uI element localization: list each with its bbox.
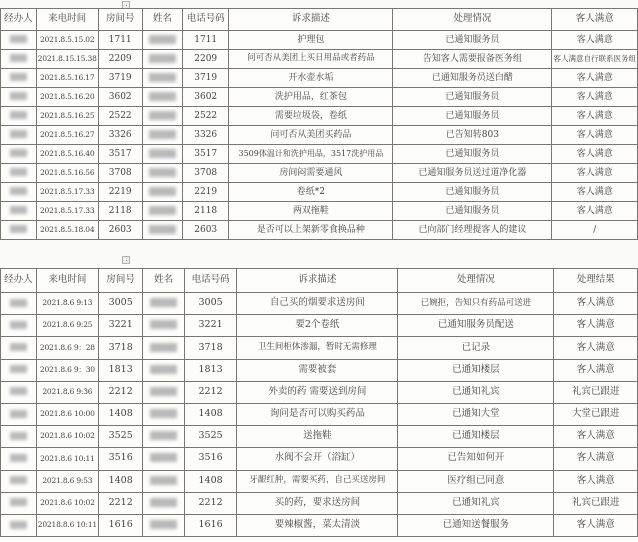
redacted-name-blur	[150, 320, 177, 329]
redacted-handler-blur	[10, 521, 27, 529]
cell-handling[interactable]: 已通知礼宾	[398, 492, 554, 514]
cell-phone[interactable]: 2209	[182, 50, 229, 69]
header-handler[interactable]: 经办人	[1, 269, 37, 293]
redacted-name-blur	[149, 168, 176, 177]
cell-handler[interactable]	[1, 50, 37, 69]
cell-room[interactable]: 3516	[98, 448, 142, 470]
table-row	[1, 381, 638, 403]
cell-request[interactable]: 卷纸*2	[229, 183, 393, 202]
cell-handler[interactable]	[1, 470, 37, 492]
cell-phone[interactable]: 2522	[182, 107, 229, 126]
cell-room[interactable]: 3719	[98, 69, 142, 88]
cell-name[interactable]	[143, 403, 184, 425]
cell-phone[interactable]: 1711	[182, 31, 229, 50]
table-row	[1, 183, 638, 202]
header-phone[interactable]: 电话号码	[182, 9, 229, 31]
redacted-name-blur	[149, 206, 176, 215]
redacted-handler-blur	[10, 410, 27, 418]
table-row	[1, 403, 638, 425]
cell-handling[interactable]: 已告知如何开	[398, 448, 554, 470]
cell-handler[interactable]	[1, 31, 37, 50]
cell-phone[interactable]: 3221	[184, 315, 236, 337]
cell-result[interactable]: 客人满意自行联系医务组	[552, 50, 638, 69]
redacted-handler-blur	[10, 206, 27, 214]
cell-result[interactable]: 礼宾已跟进	[554, 492, 638, 514]
header-handler[interactable]: 经办人	[1, 9, 37, 31]
cell-time[interactable]: 2021.8.6 10:02	[36, 492, 98, 514]
cell-handling[interactable]: 已通知服务员配送	[398, 315, 554, 337]
table-row	[1, 31, 638, 50]
redacted-handler-blur	[10, 187, 27, 195]
table-row	[1, 426, 638, 448]
table-row	[1, 202, 638, 221]
cell-room[interactable]: 3517	[98, 145, 142, 164]
cell-name[interactable]	[142, 126, 182, 145]
redacted-name-blur	[150, 431, 177, 440]
cell-request[interactable]: 自己买的烟要求送房间	[237, 293, 398, 315]
cell-room[interactable]: 2118	[98, 202, 142, 221]
header-room[interactable]: 房间号	[98, 269, 142, 293]
table-row	[1, 514, 638, 536]
redacted-name-blur	[150, 498, 177, 507]
cell-result[interactable]: 客人满意	[554, 359, 638, 381]
cell-name[interactable]	[142, 31, 182, 50]
cell-room[interactable]: 1813	[98, 359, 142, 381]
cell-time[interactable]: 2021.8.6 9:53	[36, 470, 98, 492]
cell-handler[interactable]	[1, 107, 37, 126]
header-handling[interactable]: 处理情况	[393, 9, 552, 31]
cell-result[interactable]: 客人满意	[552, 107, 638, 126]
cell-handling[interactable]: 已通知礼宾	[398, 381, 554, 403]
cell-handler[interactable]	[1, 426, 37, 448]
header-time[interactable]: 来电时间	[36, 269, 98, 293]
cell-time[interactable]: 20218.8.6 10:11	[36, 514, 98, 536]
cell-result[interactable]: 客人满意	[552, 164, 638, 183]
cell-name[interactable]	[142, 50, 182, 69]
redacted-handler-blur	[10, 149, 27, 157]
cell-result[interactable]: /	[552, 221, 638, 240]
cell-request[interactable]: 买的药，要求送房间	[237, 492, 398, 514]
header-handling[interactable]: 处理情况	[398, 269, 554, 293]
cell-result[interactable]: 客人满意	[554, 315, 638, 337]
cell-name[interactable]	[143, 426, 184, 448]
cell-name[interactable]	[142, 69, 182, 88]
cell-result[interactable]: 客人满意	[554, 470, 638, 492]
cell-handler[interactable]	[1, 514, 37, 536]
cell-room[interactable]: 3005	[98, 293, 142, 315]
cell-request[interactable]: 送拖鞋	[237, 426, 398, 448]
redacted-handler-blur	[10, 321, 27, 329]
cell-request[interactable]: 需要垃圾袋，卷纸	[229, 107, 393, 126]
cell-phone[interactable]: 3708	[182, 164, 229, 183]
header-row	[1, 9, 638, 31]
cell-phone[interactable]: 3718	[184, 337, 236, 359]
cell-request[interactable]: 水阀不会开（浴缸）	[237, 448, 398, 470]
cell-room[interactable]: 2212	[98, 381, 142, 403]
header-result[interactable]: 客人满意	[552, 9, 638, 31]
redacted-name-blur	[149, 130, 176, 139]
cell-time[interactable]: 2021.8.5.16.17	[36, 69, 98, 88]
cell-request[interactable]: 两双拖鞋	[229, 202, 393, 221]
cell-handling[interactable]: 已通知服务员	[393, 107, 552, 126]
cell-request[interactable]: 要2个卷纸	[237, 315, 398, 337]
cell-room[interactable]: 1408	[98, 403, 142, 425]
cell-name[interactable]	[143, 448, 184, 470]
cell-request[interactable]: 开水壶水垢	[229, 69, 393, 88]
redacted-name-blur	[149, 54, 176, 63]
cell-handler[interactable]	[1, 145, 37, 164]
cell-handling[interactable]: 已通知楼层	[398, 426, 554, 448]
cell-time[interactable]: 2021.8.15.15.38	[36, 50, 98, 69]
redacted-handler-blur	[10, 387, 27, 395]
cell-name[interactable]	[143, 514, 184, 536]
header-phone[interactable]: 电话号码	[184, 269, 236, 293]
cell-name[interactable]	[143, 492, 184, 514]
table-row	[1, 126, 638, 145]
cell-phone[interactable]: 3525	[184, 426, 236, 448]
cell-handling[interactable]: 已通知服务员送白醋	[393, 69, 552, 88]
cell-room[interactable]: 1711	[98, 31, 142, 50]
redacted-handler-blur	[10, 299, 27, 307]
cell-phone[interactable]: 3516	[184, 448, 236, 470]
cell-room[interactable]: 3221	[98, 315, 142, 337]
cell-result[interactable]: 客人满意	[552, 145, 638, 164]
cell-phone[interactable]: 1616	[184, 514, 236, 536]
cell-handling[interactable]: 已婉拒，告知只有药品可送进	[398, 293, 554, 315]
cell-name[interactable]	[142, 183, 182, 202]
cell-request[interactable]: 牙龈红肿，需要买药，自己买送房间	[237, 470, 398, 492]
cell-phone[interactable]: 2219	[182, 183, 229, 202]
cell-request[interactable]: 要辣椒酱，菜太清淡	[237, 514, 398, 536]
cell-handler[interactable]	[1, 126, 37, 145]
cell-result[interactable]: 客人满意	[552, 202, 638, 221]
cell-phone[interactable]: 2212	[184, 492, 236, 514]
redacted-name-blur	[149, 225, 176, 234]
cell-time[interactable]: 2021.8.6 9：30	[36, 359, 98, 381]
cell-phone[interactable]: 3326	[182, 126, 229, 145]
table-row	[1, 164, 638, 183]
redacted-name-blur	[150, 343, 177, 352]
cell-handling[interactable]: 已通知服务员	[393, 88, 552, 107]
cell-room[interactable]: 2219	[98, 183, 142, 202]
redacted-name-blur	[149, 111, 176, 120]
redacted-handler-blur	[10, 35, 27, 43]
cell-handler[interactable]	[1, 88, 37, 107]
cell-handler[interactable]	[1, 293, 37, 315]
cell-name[interactable]	[143, 470, 184, 492]
redacted-name-blur	[149, 149, 176, 158]
cell-result[interactable]: 客人满意	[554, 293, 638, 315]
header-room[interactable]: 房间号	[98, 9, 142, 31]
cell-handling[interactable]: 已向部门经理提客人的建议	[393, 221, 552, 240]
redacted-handler-blur	[10, 498, 27, 506]
cell-time[interactable]: 2021.8.5.16.20	[36, 88, 98, 107]
cell-room[interactable]: 2522	[98, 107, 142, 126]
redacted-name-blur	[150, 387, 177, 396]
cell-request[interactable]: 需要被套	[237, 359, 398, 381]
table-row	[1, 88, 638, 107]
cell-result[interactable]: 客人满意	[554, 448, 638, 470]
cell-room[interactable]: 3525	[98, 426, 142, 448]
cell-request[interactable]: 房间闷需要通风	[229, 164, 393, 183]
cell-name[interactable]	[142, 107, 182, 126]
cell-phone[interactable]: 2603	[182, 221, 229, 240]
cell-name[interactable]	[142, 202, 182, 221]
cell-handler[interactable]	[1, 359, 37, 381]
cell-time[interactable]: 2021.8.6 10:11	[36, 448, 98, 470]
cell-handler[interactable]	[1, 315, 37, 337]
cell-time[interactable]: 2021.8.5.18.04	[36, 221, 98, 240]
redacted-name-blur	[149, 35, 176, 44]
cell-request[interactable]: 外卖的药 需要送到房间	[237, 381, 398, 403]
table-row	[1, 69, 638, 88]
header-name[interactable]: 姓名	[142, 9, 182, 31]
cell-name[interactable]	[142, 88, 182, 107]
redacted-handler-blur	[10, 73, 27, 81]
redacted-handler-blur	[10, 92, 27, 100]
table-row	[1, 470, 638, 492]
cell-room[interactable]: 2209	[98, 50, 142, 69]
call-log-table-aug6	[0, 268, 638, 537]
redacted-handler-blur	[10, 130, 27, 138]
cell-time[interactable]: 2021.8.6 9：28	[36, 337, 98, 359]
cell-time[interactable]: 2021.8.5.16.40	[36, 145, 98, 164]
cell-handler[interactable]	[1, 183, 37, 202]
cell-room[interactable]: 3708	[98, 164, 142, 183]
redacted-handler-blur	[10, 225, 27, 233]
cell-handling[interactable]: 告知客人需要报备医务组	[393, 50, 552, 69]
redacted-handler-blur	[10, 432, 27, 440]
cell-time[interactable]: 2021.8.6 10:02	[36, 426, 98, 448]
mini-grid-handle-icon[interactable]	[122, 256, 130, 264]
call-log-table-aug5	[0, 8, 638, 240]
cell-time[interactable]: 2021.8.6 10:00	[36, 403, 98, 425]
redacted-name-blur	[150, 298, 177, 307]
redacted-name-blur	[149, 187, 176, 196]
redacted-name-blur	[150, 476, 177, 485]
cell-handling[interactable]: 医疗组已同意	[398, 470, 554, 492]
cell-result[interactable]: 礼宾已跟进	[554, 381, 638, 403]
cell-handler[interactable]	[1, 448, 37, 470]
cell-handling[interactable]: 已记录	[398, 337, 554, 359]
cell-handler[interactable]	[1, 164, 37, 183]
cell-result[interactable]: 客人满意	[554, 514, 638, 536]
cell-time[interactable]: 2021.8.6 9:36	[36, 381, 98, 403]
cell-request[interactable]: 护理包	[229, 31, 393, 50]
cell-request[interactable]: 是否可以上架新零食换品种	[229, 221, 393, 240]
cell-phone[interactable]: 1813	[184, 359, 236, 381]
table-row	[1, 337, 638, 359]
header-request[interactable]: 诉求描述	[237, 269, 398, 293]
redacted-handler-blur	[10, 476, 27, 484]
table-row	[1, 145, 638, 164]
redacted-name-blur	[149, 73, 176, 82]
cell-request[interactable]: 询问是否可以购买药品	[237, 403, 398, 425]
header-request[interactable]: 诉求描述	[229, 9, 393, 31]
header-time[interactable]: 来电时间	[36, 9, 98, 31]
cell-handler[interactable]	[1, 202, 37, 221]
table-row	[1, 50, 638, 69]
redacted-name-blur	[150, 365, 177, 374]
cell-handling[interactable]: 已通知服务员	[393, 183, 552, 202]
redacted-handler-blur	[10, 111, 27, 119]
cell-handler[interactable]	[1, 381, 37, 403]
cell-time[interactable]: 2021.8.5.15.02	[36, 31, 98, 50]
redacted-name-blur	[149, 92, 176, 101]
cell-result[interactable]: 大堂已跟进	[554, 403, 638, 425]
cell-handling[interactable]: 已通知服务员	[393, 31, 552, 50]
cell-handling[interactable]: 已通知大堂	[398, 403, 554, 425]
redacted-name-blur	[150, 409, 177, 418]
cell-name[interactable]	[143, 315, 184, 337]
table-row	[1, 448, 638, 470]
cell-handler[interactable]	[1, 221, 37, 240]
cell-time[interactable]: 2021.8.6 9:13	[36, 293, 98, 315]
cell-handler[interactable]	[1, 69, 37, 88]
table-row	[1, 359, 638, 381]
redacted-name-blur	[150, 453, 177, 462]
redacted-handler-blur	[10, 343, 27, 351]
cell-room[interactable]: 2212	[98, 492, 142, 514]
cell-room[interactable]: 1616	[98, 514, 142, 536]
cell-handling[interactable]: 已通知送餐服务	[398, 514, 554, 536]
cell-phone[interactable]: 3517	[182, 145, 229, 164]
cell-room[interactable]: 3602	[98, 88, 142, 107]
redacted-handler-blur	[10, 454, 27, 462]
cell-phone[interactable]: 2118	[182, 202, 229, 221]
redacted-handler-blur	[10, 365, 27, 373]
cell-name[interactable]	[143, 359, 184, 381]
cell-handling[interactable]: 已通知楼层	[398, 359, 554, 381]
cell-time[interactable]: 2021.8.6 9:25	[36, 315, 98, 337]
cell-handling[interactable]: 已告知转803	[393, 126, 552, 145]
cell-time[interactable]: 2021.8.5.16.27	[36, 126, 98, 145]
cell-result[interactable]: 客人满意	[554, 337, 638, 359]
cell-name[interactable]	[142, 164, 182, 183]
cell-phone[interactable]: 3602	[182, 88, 229, 107]
cell-result[interactable]: 客人满意	[552, 88, 638, 107]
cell-result[interactable]: 客人满意	[554, 426, 638, 448]
cell-phone[interactable]: 2212	[184, 381, 236, 403]
cell-result[interactable]: 客人满意	[552, 69, 638, 88]
cell-request[interactable]: 问可否从美团买药品	[229, 126, 393, 145]
cell-result[interactable]: 客人满意	[552, 183, 638, 202]
cell-result[interactable]: 客人满意	[552, 31, 638, 50]
cell-result[interactable]: 客人满意	[552, 126, 638, 145]
cell-time[interactable]: 2021.8.5.16.56	[36, 164, 98, 183]
cell-handling[interactable]: 已通知服务员送过道净化器	[393, 164, 552, 183]
cell-request[interactable]: 3509体温计和洗护用品，3517洗护用品	[229, 145, 393, 164]
cell-request[interactable]: 问可否从美团上买日用品或者药品	[229, 50, 393, 69]
cell-request[interactable]: 卫生间柜体渗漏，暂时无需修理	[237, 337, 398, 359]
table-row	[1, 293, 638, 315]
cell-phone[interactable]: 3005	[184, 293, 236, 315]
cell-handling[interactable]: 已通知服务员	[393, 202, 552, 221]
cell-handling[interactable]: 已通知服务员	[393, 145, 552, 164]
header-row	[1, 269, 638, 293]
redacted-handler-blur	[10, 168, 27, 176]
cell-name[interactable]	[142, 221, 182, 240]
cell-phone[interactable]: 1408	[184, 470, 236, 492]
redacted-handler-blur	[10, 54, 27, 62]
table-row	[1, 315, 638, 337]
cell-handler[interactable]	[1, 337, 37, 359]
cell-name[interactable]	[143, 337, 184, 359]
cell-name[interactable]	[143, 381, 184, 403]
cell-time[interactable]: 2021.8.5.17.33	[36, 183, 98, 202]
cell-handler[interactable]	[1, 403, 37, 425]
cell-phone[interactable]: 1408	[184, 403, 236, 425]
header-result[interactable]: 处理结果	[554, 269, 638, 293]
redacted-name-blur	[150, 520, 177, 529]
cell-time[interactable]: 2021.8.5.17.33	[36, 202, 98, 221]
table-row	[1, 107, 638, 126]
cell-phone[interactable]: 3719	[182, 69, 229, 88]
table-row	[1, 492, 638, 514]
cell-time[interactable]: 2021.8.5.16.25	[36, 107, 98, 126]
cell-name[interactable]	[143, 293, 184, 315]
cell-request[interactable]: 洗护用品，红茶包	[229, 88, 393, 107]
cell-room[interactable]: 3718	[98, 337, 142, 359]
cell-name[interactable]	[142, 145, 182, 164]
cell-room[interactable]: 2603	[98, 221, 142, 240]
table-row	[1, 221, 638, 240]
cell-room[interactable]: 1408	[98, 470, 142, 492]
cell-handler[interactable]	[1, 492, 37, 514]
cell-room[interactable]: 3326	[98, 126, 142, 145]
header-name[interactable]: 姓名	[143, 269, 184, 293]
